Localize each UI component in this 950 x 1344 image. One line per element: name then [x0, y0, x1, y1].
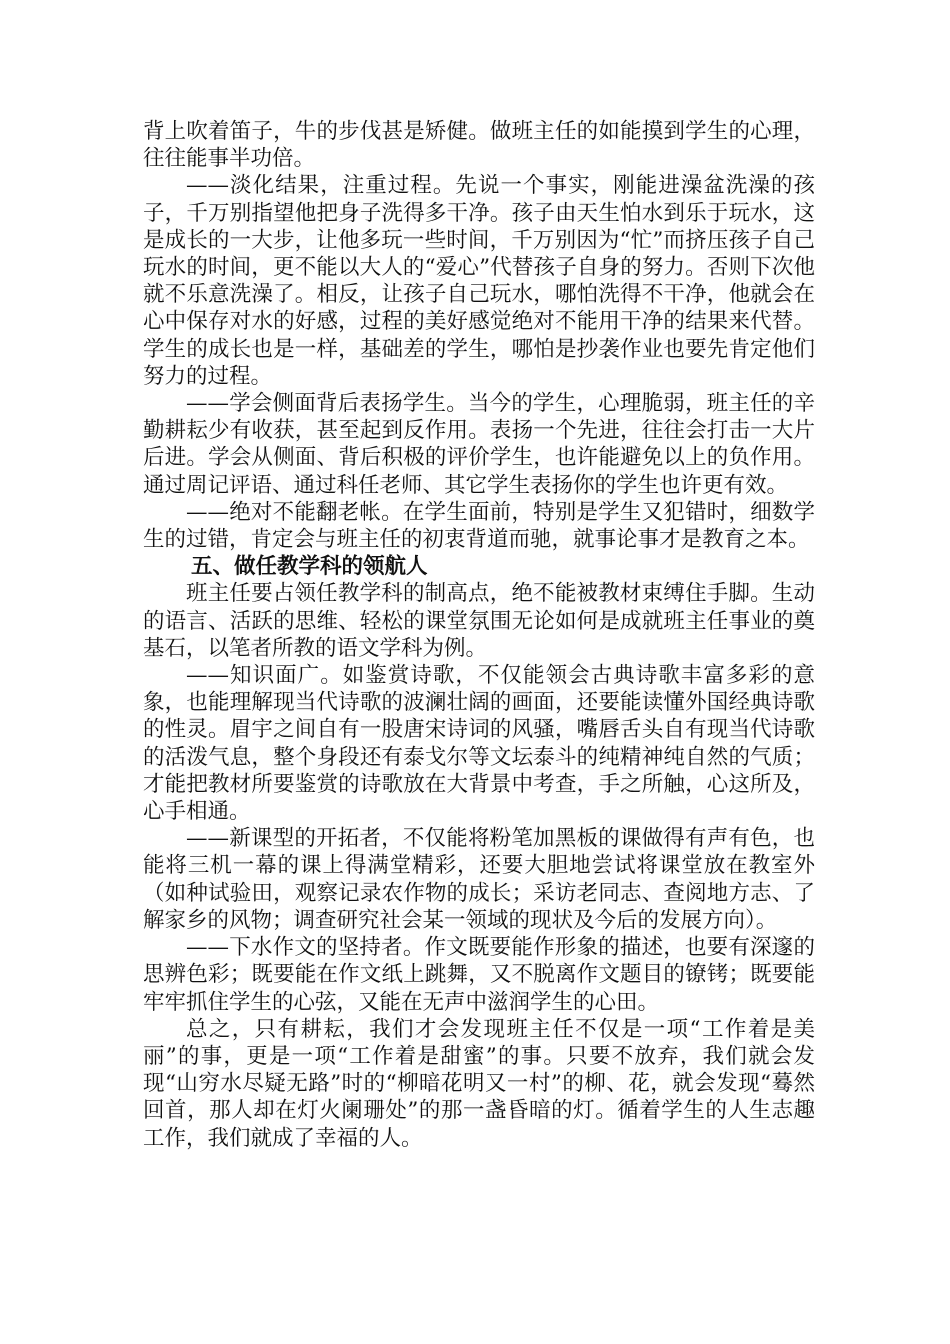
paragraph: ——知识面广。如鉴赏诗歌，不仅能领会古典诗歌丰富多彩的意象，也能理解现当代诗歌的波澜壮阔的画面，还要能读懂外国经典诗歌的性灵。眉宇之间自有一股唐宋诗词的风骚，嘴唇舌头自有现当代诗歌的活泼气息，整个身段还有泰戈尔等文坛泰斗的纯精神纯自然的气质；才能把教材所要鉴赏的诗歌放在大背景中考查，手之所触，心这所及，心手相通。: [143, 663, 815, 825]
paragraph: ——下水作文的坚持者。作文既要能作形象的描述，也要有深邃的思辨色彩；既要能在作文纸上跳舞，又不脱离作文题目的镣铐；既要能牢牢抓住学生的心弦，又能在无声中滋润学生的心田。: [143, 935, 815, 1015]
paragraph: ——绝对不能翻老帐。在学生面前，特别是学生又犯错时，细数学生的过错，肯定会与班主任的初衷背道而驰，就事论事才是教育之本。: [143, 499, 815, 553]
paragraph: ——学会侧面背后表扬学生。当今的学生，心理脆弱，班主任的辛勤耕耘少有收获，甚至起到反作用。表扬一个先进，往往会打击一大片后进。学会从侧面、背后积极的评价学生，也许能避免以上的负作用。通过周记评语、通过科任老师、其它学生表扬你的学生也许更有效。: [143, 391, 815, 498]
document-page: [143, 118, 815, 1152]
paragraph: 背上吹着笛子，牛的步伐甚是矫健。做班主任的如能摸到学生的心理，往往能事半功倍。: [143, 119, 815, 172]
paragraph: ——新课型的开拓者，不仅能将粉笔加黑板的课做得有声有色，也能将三机一幕的课上得满堂精彩，还要大胆地尝试将课堂放在教室外（如种试验田，观察记录农作物的成长；采访老同志、查阅地方志、了解家乡的风物；调查研究社会某一领域的现状及今后的发展方向）。: [143, 826, 815, 933]
paragraph: ——淡化结果，注重过程。先说一个事实，刚能进澡盆洗澡的孩子，千万别指望他把身子洗得多干净。孩子由天生怕水到乐于玩水，这是成长的一大步，让他多玩一些时间，千万别因为“忙”而挤压孩子自己玩水的时间，更不能以大人的“爱心”代替孩子自身的努力。否则下次他就不乐意洗澡了。相反，让孩子自己玩水，哪怕洗得不干净，他就会在心中保存对水的好感，过程的美好感觉绝对不能用干净的结果来代替。学生的成长也是一样，基础差的学生，哪怕是抄袭作业也要先肯定他们努力的过程。: [143, 173, 815, 389]
section-heading: 五、做任教学科的领航人: [191, 554, 428, 580]
paragraph: 总之，只有耕耘，我们才会发现班主任不仅是一项“工作着是美丽”的事，更是一项“工作着是甜蜜”的事。只要不放弃，我们就会发现“山穷水尽疑无路”时的“柳暗花明又一村”的柳、花，就会发现“蓦然回首，那人却在灯火阑珊处”的那一盏昏暗的灯。循着学生的人生志趣工作，我们就成了幸福的人。: [143, 1016, 815, 1151]
paragraph: 班主任要占领任教学科的制高点，绝不能被教材束缚住手脚。生动的语言、活跃的思维、轻松的课堂氛围无论如何是成就班主任事业的奠基石，以笔者所教的语文学科为例。: [143, 581, 815, 661]
